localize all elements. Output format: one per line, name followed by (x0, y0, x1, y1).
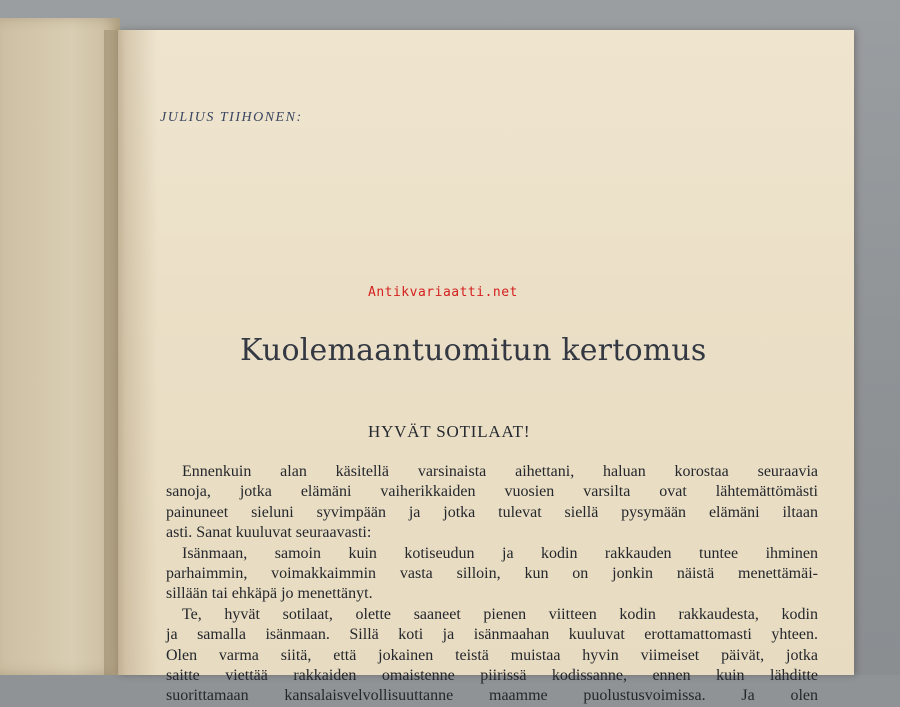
text-line: sillään tai ehkäpä jo menettänyt. (166, 585, 373, 603)
author-name: JULIUS TIIHONEN: (160, 110, 303, 125)
left-page (0, 18, 120, 675)
text-line: saitte viettää rakkaiden omaistenne piirissä kodissanne, ennen kuin lähditte (166, 667, 818, 685)
text-line: parhaimmin, voimakkaimmin vasta silloin, kun on jonkin näistä menettämäi- (166, 565, 818, 583)
page-title: Kuolemaantuomitun kertomus (240, 333, 707, 368)
text-line: Olen varma siitä, että jokainen teistä muistaa hyvin viimeiset päivät, jotka (166, 646, 818, 664)
text-line: Te, hyvät sotilaat, olette saaneet pienen viitteen kodin rakkaudesta, kodin (182, 605, 818, 623)
text-line: sanoja, jotka elämäni vaiherikkaiden vuosien varsilta ovat lähtemättömästi (166, 483, 818, 501)
text-line: suorittamaan kansalaisvelvollisuuttanne maamme puolustusvoimissa. Ja olen (166, 687, 818, 705)
text-line: Isänmaan, samoin kuin kotiseudun ja kodin rakkauden tuntee ihminen (182, 544, 818, 562)
body-text (166, 462, 818, 707)
watermark: Antikvariaatti.net (368, 285, 518, 300)
page-gutter (104, 30, 126, 675)
text-line: ja samalla isänmaan. Sillä koti ja isänmaahan kuuluvat erottamattomasti yhteen. (166, 626, 818, 644)
section-heading: HYVÄT SOTILAAT! (368, 422, 531, 441)
text-line: painuneet sieluni syvimpään ja jotka tulevat siellä pysymään elämäni iltaan (166, 503, 818, 521)
text-line: Ennenkuin alan käsitellä varsinaista aihettani, haluan korostaa seuraavia (182, 463, 818, 480)
book-page (118, 30, 854, 705)
text-line: asti. Sanat kuuluvat seuraavasti: (166, 524, 372, 542)
